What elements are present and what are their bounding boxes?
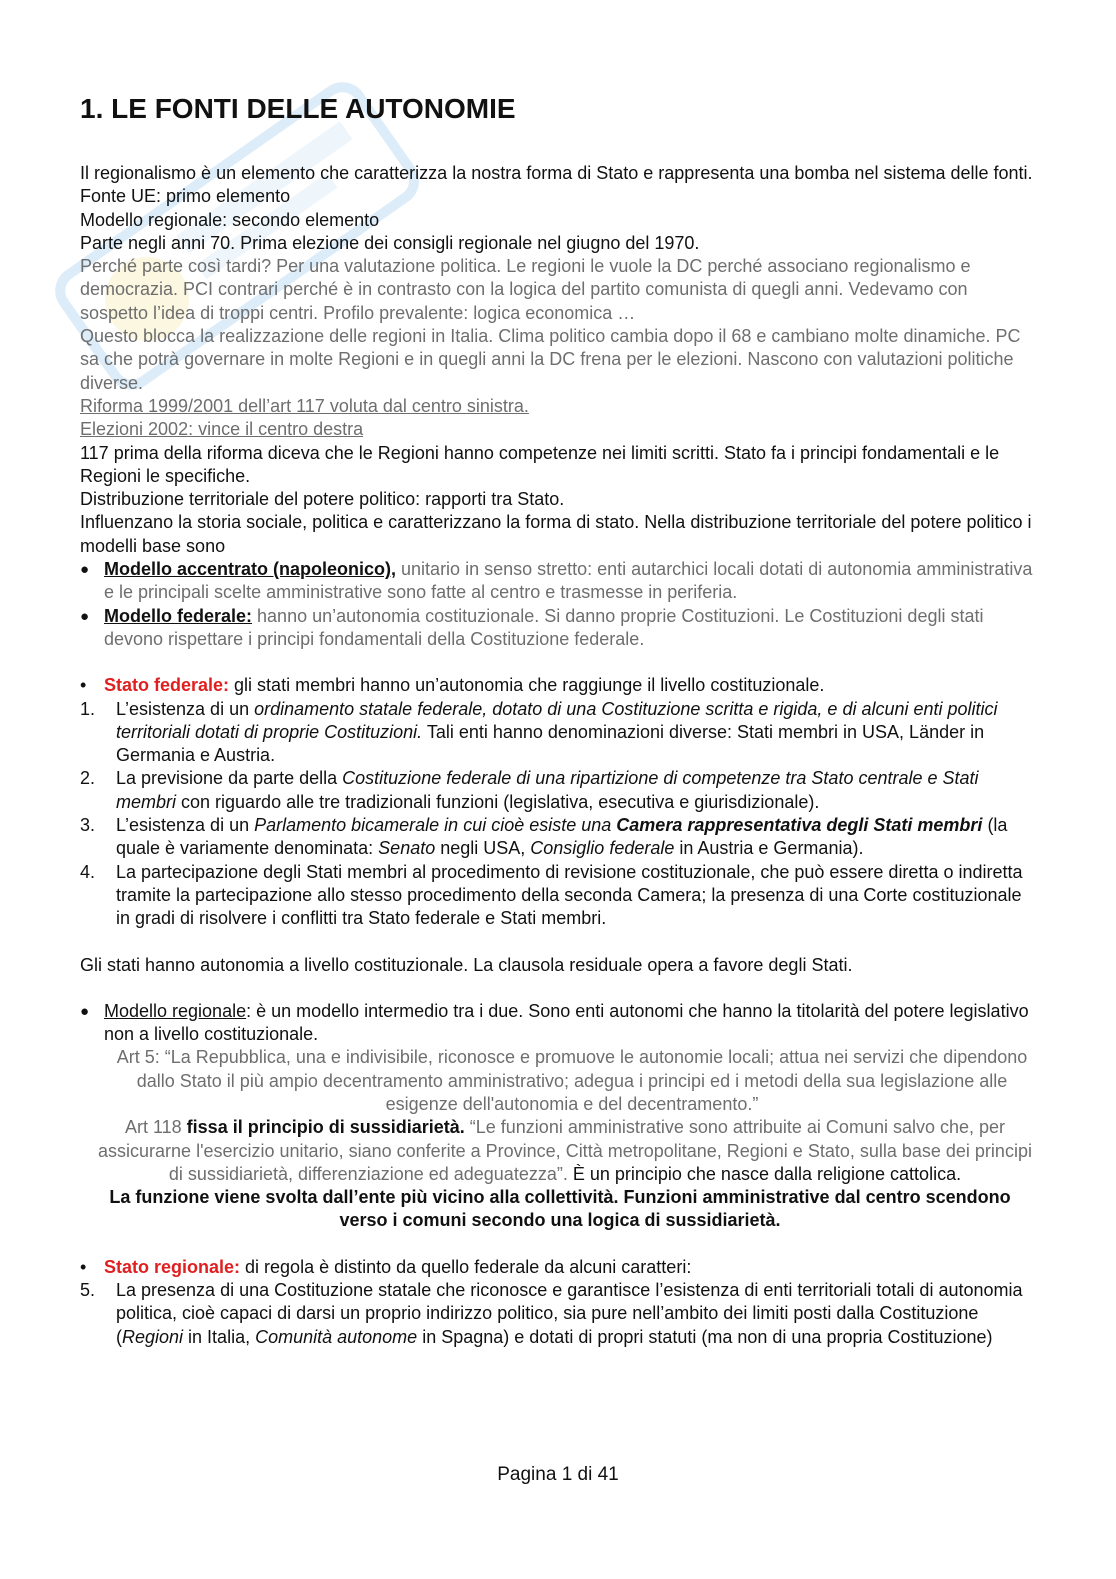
body-paragraph-1: 117 prima della riforma diceva che le Regioni hanno competenze nei limiti scritti. Stato fa i principi fondamentali e le Regioni le specifiche. [80, 442, 1000, 486]
elections-note: Elezioni 2002: vince il centro destra [80, 419, 364, 440]
page-title: 1. LE FONTI DELLE AUTONOMIE [80, 93, 516, 124]
list-item: 2. La previsione da parte della Costituzione federale di una ripartizione di competenze tra Stato centrale e Stati membri con riguardo alle tre tradizionali funzioni (legislativa, esecutiva e giurisdizionale). [80, 768, 979, 812]
list-item [80, 1256, 1040, 1279]
list-item [80, 674, 1040, 697]
art5-quote: Art 5: “La Repubblica, una e indivisibile, riconosce e promuove le autonomie locali; attua nei servizi che dipendono dallo Stato il più ampio decentramento amministrativo; adegua i principi ed i metodi della sua legislazione alle esigenze dell'autonomia e del decentramento.” [116, 1047, 1028, 1114]
bold-statement: La funzione viene svolta dall’ente più vicino alla collettività. Funzioni amministrative dal centro scendono verso i comuni secondo una logica di sussidiarietà. [109, 1187, 1011, 1231]
intro-line-4: Parte negli anni 70. Prima elezione dei consigli regionale nel giugno del 1970. [80, 232, 700, 253]
stato-regionale-heading [80, 1256, 1040, 1279]
stato-federale-text: gli stati membri hanno un’autonomia che raggiunge il livello costituzionale. [229, 675, 825, 696]
stato-federale-heading [80, 674, 1040, 697]
list-item: 5. La presenza di una Costituzione statale che riconosce e garantisce l’esistenza di enti territoriali totali di autonomia politica, cioè capaci di darsi un proprio indirizzo politico, sia pure nell’ambito dei limiti posti dalla Costituzione (Regioni in Italia, Comunità autonome in Spagna) e dotati di propri statuti (ma non di una propria Costituzione) [80, 1280, 1023, 1347]
intro-line-3: Modello regionale: secondo elemento [80, 209, 380, 230]
list-item [80, 1000, 1040, 1047]
stato-regionale-text: di regola è distinto da quello federale da alcuni caratteri: [240, 1256, 692, 1277]
stato-federale-label: Stato federale: [104, 675, 230, 696]
stato-regionale-label: Stato regionale: [104, 1256, 241, 1277]
model-text: unitario in senso stretto: enti autarchici locali dotati di autonomia amministrativa e le principali scelte amministrative sono fatte al centro e trasmesse in periferia. [104, 559, 1033, 603]
art118-paragraph: Art 118 fissa il principio di sussidiarietà. “Le funzioni amministrative sono attribuite ai Comuni salvo che, per assicurarne l'esercizio unitario, siano conferite a Province, Città metropolitane, Regioni e Stato, sulla base dei principi di sussidiarietà, differenziazione ed adeguatezza”. È un principio che nasce dalla religione cattolica. [98, 1117, 1032, 1184]
gray-paragraph-1: Perché parte così tardi? Per una valutazione politica. Le regioni le vuole la DC perché associano regionalismo e democrazia. PCI contrari perché è in contrasto con la logica del partito comunista di quegli anni. Vedevamo con sospetto l’idea di troppi centri. Profilo prevalente: logica economica … [80, 256, 971, 323]
model-label: Modello accentrato (napoleonico), [104, 559, 397, 580]
list-item [80, 605, 1040, 652]
modello-regionale-list [80, 1000, 1040, 1047]
page-number: Pagina 1 di 41 [497, 1464, 619, 1485]
regional-points-list [80, 1279, 1040, 1349]
model-label: Modello regionale [104, 1000, 247, 1021]
intro-line-1: Il regionalismo è un elemento che caratterizza la nostra forma di Stato e rappresenta una bomba nel sistema delle fonti. [80, 163, 1033, 183]
intro-line-2: Fonte UE: primo elemento [80, 186, 291, 207]
list-item: 4. La partecipazione degli Stati membri al procedimento di revisione costituzionale, che può essere diretta o indiretta tramite la partecipazione allo stesso procedimento della seconda Camera; la presenza di una Corte costituzionale in gradi di risolvere i conflitti tra Stato federale e Stati membri. [80, 861, 1023, 929]
federal-points-list [80, 698, 1040, 931]
body-paragraph-2: Distribuzione territoriale del potere politico: rapporti tra Stato. [80, 489, 565, 510]
models-list [80, 558, 1040, 651]
body-paragraph-3: Influenzano la storia sociale, politica e caratterizzano la forma di stato. Nella distribuzione territoriale del potere politico i modelli base sono [80, 512, 1032, 556]
gray-paragraph-2: Questo blocca la realizzazione delle regioni in Italia. Clima politico cambia dopo il 68 e cambiano molte dinamiche. PC sa che potrà governare in molte Regioni e in quegli anni la DC frena per le elezioni. Nascono con valutazioni politiche diverse. [80, 326, 1021, 393]
document-page [80, 92, 1040, 1349]
list-item: 3. L’esistenza di un Parlamento bicamerale in cui cioè esiste una Camera rappresentativa degli Stati membri (la quale è variamente denominata: Senato negli USA, Consiglio federale in Austria e Germania). [80, 815, 1008, 859]
list-item: 1. L’esistenza di un ordinamento statale federale, dotato di una Costituzione scritta e rigida, e di alcuni enti politici territoriali dotati di proprie Costituzioni. Tali enti hanno denominazioni diverse: Stati membri in USA, Länder in Germania e Austria. [80, 698, 998, 766]
list-item [80, 558, 1040, 605]
model-text: hanno un’autonomia costituzionale. Si danno proprie Costituzioni. Le Costituzioni degli stati devono rispettare i principi fondamentali della Costituzione federale. [104, 605, 984, 649]
model-label: Modello federale: [104, 605, 253, 626]
states-autonomy: Gli stati hanno autonomia a livello costituzionale. La clausola residuale opera a favore degli Stati. [80, 954, 853, 975]
model-text: : è un modello intermedio tra i due. Sono enti autonomi che hanno la titolarità del potere legislativo non a livello costituzionale. [104, 1000, 1029, 1045]
reform-note: Riforma 1999/2001 dell’art 117 voluta dal centro sinistra. [80, 395, 529, 416]
